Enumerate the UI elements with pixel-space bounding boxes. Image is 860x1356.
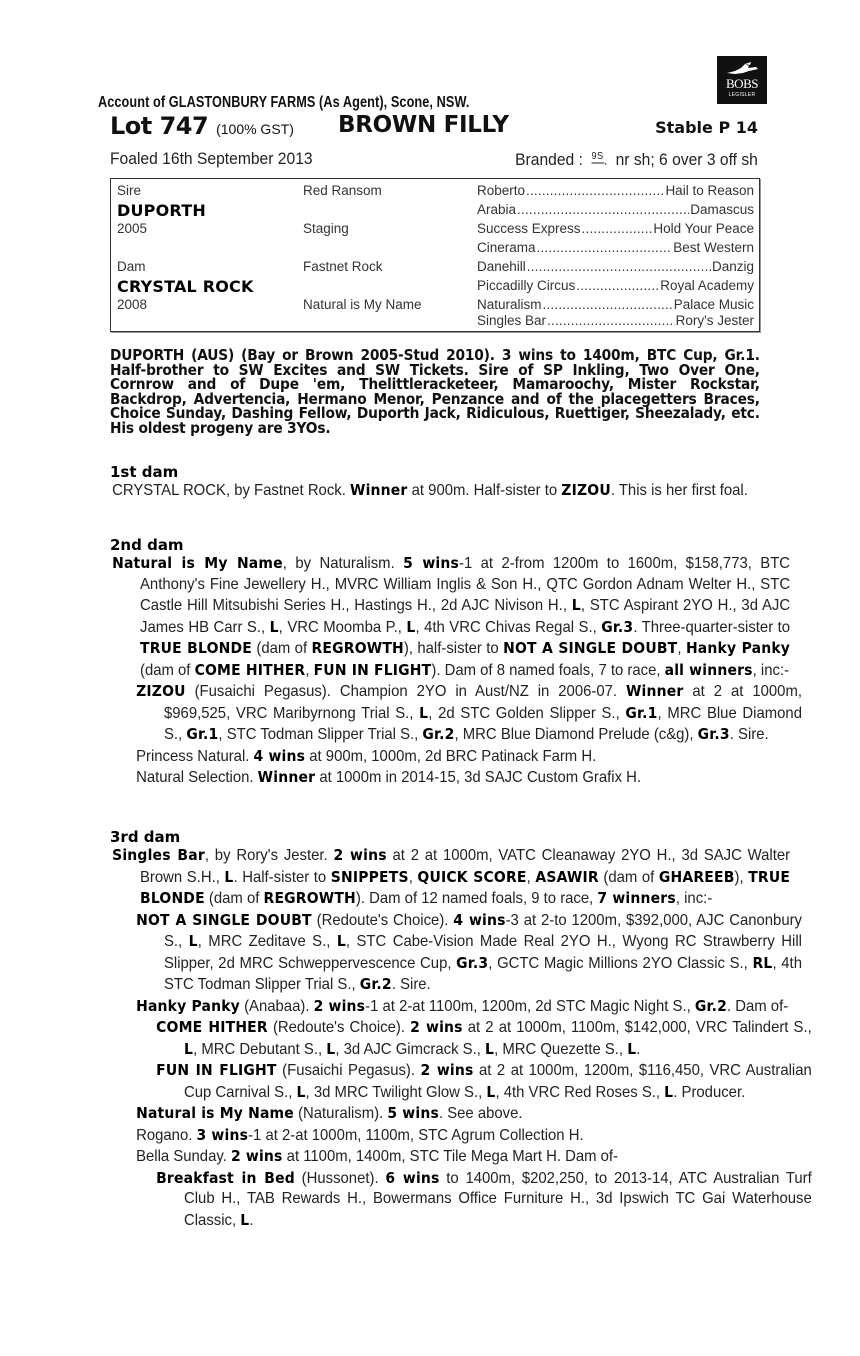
svg-text:9: 9 xyxy=(592,150,598,163)
logo-subtext: LEGISLER xyxy=(728,92,756,98)
progeny-entry: Princess Natural. 4 wins at 900m, 1000m, 2d BRC Patinack Farm H. xyxy=(136,746,597,765)
great-grandparent: Singles Bar ..... Rory's Jester xyxy=(477,313,754,328)
foaled-date: Foaled 16th September 2013 xyxy=(110,149,313,168)
pedigree-table xyxy=(110,178,760,332)
pedigree-row xyxy=(111,313,759,330)
sire-name: DUPORTH xyxy=(117,201,206,220)
lot-label: Lot 747 xyxy=(110,112,209,140)
first-dam-section xyxy=(110,464,760,502)
progeny-entry: Natural is My Name (Naturalism). 5 wins. See above. xyxy=(136,1104,523,1122)
branding xyxy=(515,149,758,170)
branded-label: Branded : xyxy=(515,150,584,169)
branded-detail: nr sh; 6 over 3 off sh xyxy=(615,150,758,169)
third-dam-section xyxy=(110,828,812,1231)
lot-number xyxy=(110,112,294,140)
sire-biography: DUPORTH (AUS) (Bay or Brown 2005-Stud 2010). 3 wins to 1400m, BTC Cup, Gr.1. Half-brother to SW Excites and SW Tickets. Sire of SP Inkling, Two Over One, Cornrow and of Dupe 'em, Thelittleracketeer, Mamaroochy, Mister Rockstar, Backdrop, Advertencia, Hermano Menor, Penzance and of the placegetters Braces, Choice Sunday, Dashing Fellow, Duporth Jack, Ridiculous, Ruettiger, Sheezalady, etc. His oldest progeny are 3YOs. xyxy=(110,346,760,437)
third-dam-entry: Singles Bar, by Rory's Jester. 2 wins at 2 at 1000m, VATC Cleanaway 2YO H., 3d SAJC Walter Brown S.H., L. Half-sister to SNIPPETS, QUICK SCORE, ASAWIR (dam of GHAREEB), TRUE BLONDE (dam of REGROWTH). Dam of 12 named foals, 9 to race, 7 winners, inc:- xyxy=(112,846,791,907)
pedigree-row xyxy=(111,240,759,259)
second-dam-entry: Natural is My Name, by Naturalism. 5 wins-1 at 2-from 1200m to 1600m, $158,773, BTC Anthony's Fine Jewellery H., MVRC William Inglis & Son H., QTC Gordon Adnam Welter H., STC Castle Hill Mitsubishi Series H., Hastings H., 2d AJC Nivison H., L, STC Aspirant 2YO H., 3d AJC James HB Carr S., L, VRC Moomba P., L, 4th VRC Chivas Regal S., Gr.3. Three-quarter-sister to TRUE BLONDE (dam of REGROWTH), half-sister to NOT A SINGLE DOUBT, Hanky Panky (dam of COME HITHER, FUN IN FLIGHT). Dam of 8 named foals, 7 to race, all winners, inc:- xyxy=(112,554,791,679)
pedigree-row xyxy=(111,221,759,240)
progeny-entry: FUN IN FLIGHT (Fusaichi Pegasus). 2 wins at 2 at 1000m, 1200m, $116,450, VRC Australian Cup Carnival S., L, 3d MRC Twilight Glow S., L, 4th VRC Red Roses S., L. Producer. xyxy=(156,1061,812,1101)
second-dam-section xyxy=(110,536,802,789)
vendor-account: Account of GLASTONBURY FARMS (As Agent), Scone, NSW. xyxy=(98,94,470,111)
brand-mark-icon xyxy=(591,149,608,167)
gst-note: (100% GST) xyxy=(216,121,294,137)
bobs-logo xyxy=(717,56,767,104)
lot-header xyxy=(110,112,760,142)
pedigree-row xyxy=(111,202,759,221)
section-heading: 1st dam xyxy=(110,463,179,481)
progeny-entry: COME HITHER (Redoute's Choice). 2 wins at 2 at 1000m, 1100m, $142,000, VRC Talindert S., L, MRC Debutant S., L, 3d AJC Gimcrack S., L, MRC Quezette S., L. xyxy=(156,1018,812,1058)
great-grandparent: Naturalism ..... Palace Music xyxy=(477,297,754,312)
great-grandparent: Piccadilly Circus ..... Royal Academy xyxy=(477,278,754,293)
progeny-entry: Breakfast in Bed (Hussonet). 6 wins to 1400m, $202,250, to 2013-14, ATC Australian Turf Club H., TAB Rewards H., Bowermans Office Furniture H., 3d Ipswich TC Gai Waterhouse Classic, L. xyxy=(156,1168,812,1229)
horse-description: BROWN FILLY xyxy=(338,112,509,138)
bobs-bird-logo-icon xyxy=(725,62,759,76)
sire-dam: Staging xyxy=(303,221,349,236)
pedigree-row xyxy=(111,259,759,278)
great-grandparent: Cinerama ..... Best Western xyxy=(477,240,754,255)
sire-sire: Red Ransom xyxy=(303,183,382,198)
stable-location: Stable P 14 xyxy=(655,118,758,137)
progeny-entry: Bella Sunday. 2 wins at 1100m, 1400m, STC Tile Mega Mart H. Dam of- xyxy=(136,1147,619,1165)
section-heading: 3rd dam xyxy=(110,828,181,846)
sire-label: Sire xyxy=(117,183,142,198)
dam-name: CRYSTAL ROCK xyxy=(117,277,254,296)
pedigree-row xyxy=(111,278,759,297)
progeny-entry: Rogano. 3 wins-1 at 2-at 1000m, 1100m, STC Agrum Collection H. xyxy=(136,1125,584,1144)
sire-year: 2005 xyxy=(117,221,148,236)
great-grandparent: Success Express ..... Hold Your Peace xyxy=(477,221,754,236)
progeny-entry: Hanky Panky (Anabaa). 2 wins-1 at 2-at 1100m, 1200m, 2d STC Magic Night S., Gr.2. Dam of- xyxy=(136,996,789,1015)
section-heading: 2nd dam xyxy=(110,536,184,554)
progeny-entry: Natural Selection. Winner at 1000m in 2014-15, 3d SAJC Custom Grafix H. xyxy=(136,768,642,786)
progeny-entry: NOT A SINGLE DOUBT (Redoute's Choice). 4 wins-3 at 2-to 1200m, $392,000, AJC Canonbury S., L, MRC Zeditave S., L, STC Cabe-Vision Made Real 2YO H., Wyong RC Strawberry Hill Slipper, 2d MRC Schweppervescence Cup, Gr.3, GCTC Magic Millions 2YO Classic S., RL, 4th STC Todman Slipper Trial S., Gr.2. Sire. xyxy=(136,910,802,993)
dam-dam: Natural is My Name xyxy=(303,297,422,312)
dam-year: 2008 xyxy=(117,297,148,312)
progeny-entry: ZIZOU (Fusaichi Pegasus). Champion 2YO in Aust/NZ in 2006-07. Winner at 2 at 1000m, $969,525, VRC Maribyrnong Trial S., L, 2d STC Golden Slipper S., Gr.1, MRC Blue Diamond S., Gr.1, STC Todman Slipper Trial S., Gr.2, MRC Blue Diamond Prelude (c&g), Gr.3. Sire. xyxy=(136,682,802,743)
great-grandparent: Roberto ..... Hail to Reason xyxy=(477,183,754,198)
svg-text:S: S xyxy=(597,150,604,163)
first-dam-entry: CRYSTAL ROCK, by Fastnet Rock. Winner at 900m. Half-sister to ZIZOU. This is her first foal. xyxy=(112,481,748,499)
foaled-line xyxy=(110,147,760,171)
logo-text: BOBS xyxy=(726,76,758,91)
pedigree-row xyxy=(111,183,759,202)
dam-sire: Fastnet Rock xyxy=(303,259,383,274)
dam-label: Dam xyxy=(117,259,146,274)
great-grandparent: Arabia ..... Damascus xyxy=(477,202,754,217)
great-grandparent: Danehill ..... Danzig xyxy=(477,259,754,274)
